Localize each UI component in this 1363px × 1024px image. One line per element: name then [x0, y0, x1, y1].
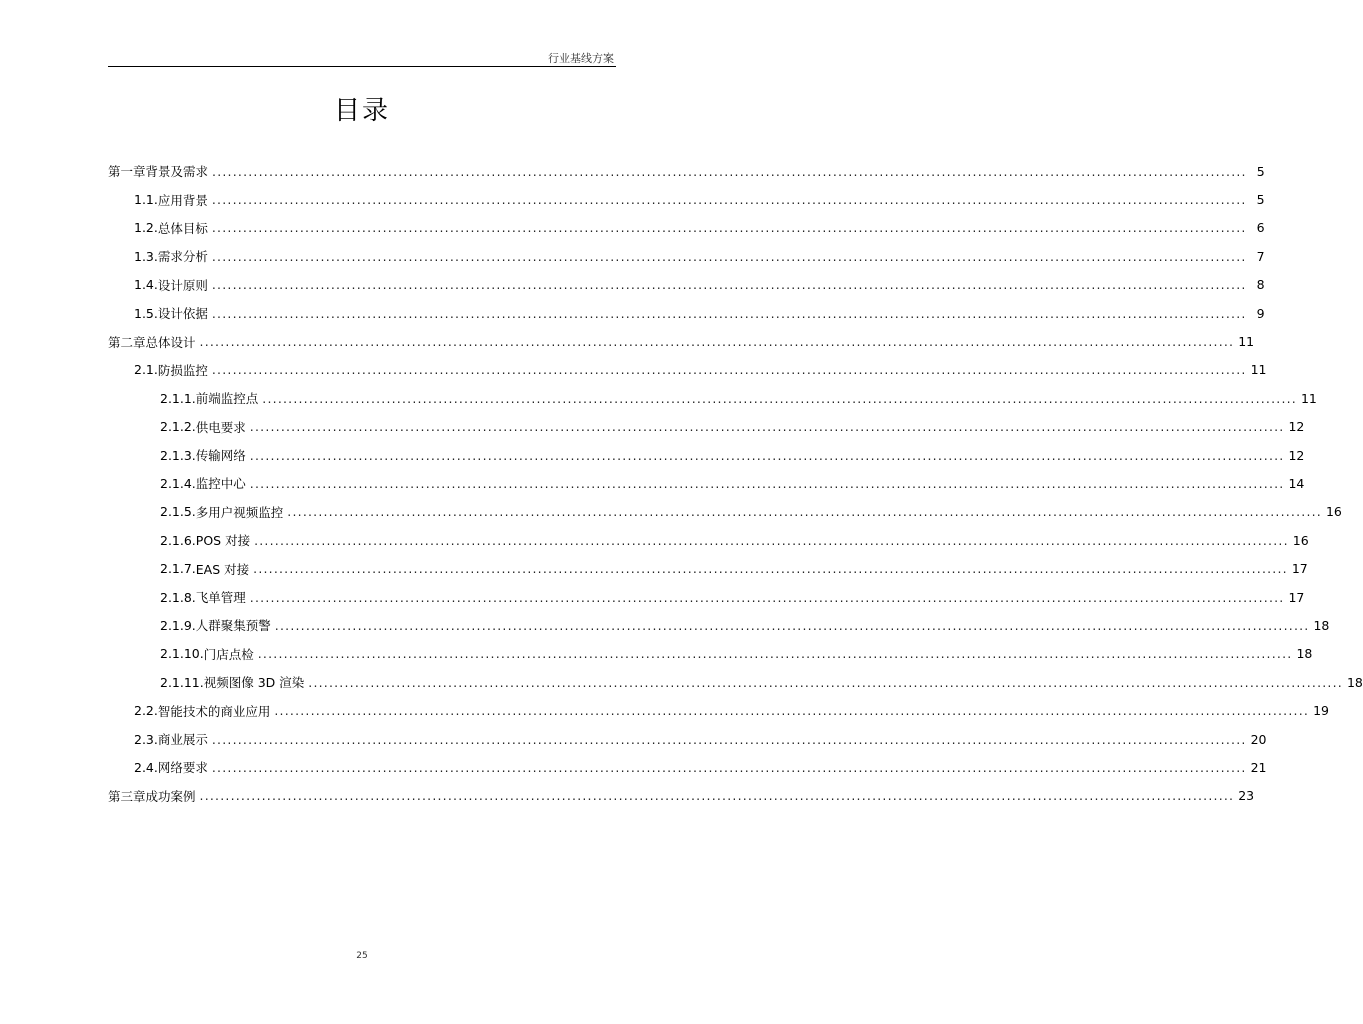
toc-page: 11 [1300, 390, 1317, 406]
toc-number: 2.3. [134, 731, 158, 747]
toc-number: 2.2. [134, 703, 158, 719]
toc-label: 防损监控 [157, 362, 208, 378]
toc-label: 飞单管理 [195, 590, 246, 606]
page-header [108, 44, 616, 67]
toc-number: 2.1.2. [160, 419, 196, 435]
toc-entry[interactable] [108, 640, 1313, 668]
toc-entry[interactable] [108, 526, 1309, 554]
toc-entry[interactable] [108, 668, 1363, 696]
toc-entry[interactable] [108, 214, 1265, 242]
toc-leader: ........................................................................................................................................................................................................ [212, 163, 1247, 179]
toc-label: 门店点检 [203, 646, 254, 662]
toc-number: 2.4. [134, 759, 158, 775]
toc-leader: ........................................................................................................................................................................................................ [257, 646, 1293, 662]
table-of-contents [108, 157, 1363, 810]
toc-leader: ........................................................................................................................................................................................................ [211, 248, 1247, 264]
toc-label: 监控中心 [195, 476, 246, 492]
toc-number: 2.1.4. [160, 475, 196, 491]
toc-number: 2.1.6. [160, 532, 196, 548]
toc-entry[interactable] [108, 413, 1305, 441]
toc-page: 16 [1325, 504, 1342, 520]
toc-leader: ........................................................................................................................................................................................................ [274, 703, 1310, 719]
toc-entry[interactable] [108, 611, 1330, 639]
toc-leader: ........................................................................................................................................................................................................ [262, 390, 1297, 406]
toc-entry[interactable] [108, 299, 1265, 327]
toc-page: 12 [1288, 447, 1305, 463]
toc-label: EAS 对接 [195, 561, 250, 577]
toc-page: 11 [1250, 362, 1267, 378]
toc-entry[interactable] [108, 469, 1305, 497]
toc-number: 1.2. [134, 220, 158, 236]
toc-leader: ........................................................................................................................................................................................................ [211, 277, 1247, 293]
toc-leader: ........................................................................................................................................................................................................ [253, 561, 1288, 577]
toc-number: 2.1.9. [160, 617, 196, 633]
toc-entry[interactable] [108, 185, 1265, 213]
toc-page: 19 [1313, 703, 1329, 719]
toc-entry[interactable] [108, 583, 1305, 611]
toc-label: 多用户视频监控 [195, 504, 284, 520]
toc-label: POS 对接 [195, 533, 251, 549]
toc-entry[interactable] [108, 782, 1255, 810]
toc-leader: ........................................................................................................................................................................................................ [211, 362, 1247, 378]
toc-label: 传输网络 [195, 448, 246, 464]
toc-leader: ........................................................................................................................................................................................................ [287, 504, 1322, 520]
toc-label: 前端监控点 [195, 391, 259, 407]
toc-label: 智能技术的商业应用 [157, 703, 271, 719]
toc-page: 11 [1238, 334, 1255, 350]
toc-leader: ........................................................................................................................................................................................................ [254, 532, 1289, 548]
toc-number: 第一章 [108, 164, 146, 180]
toc-entry[interactable] [108, 441, 1305, 469]
toc-page: 23 [1238, 788, 1255, 804]
toc-leader: ........................................................................................................................................................................................................ [211, 192, 1247, 208]
toc-page: 20 [1250, 731, 1267, 747]
toc-entry[interactable] [108, 242, 1265, 270]
toc-page: 5 [1256, 163, 1265, 179]
toc-label: 背景及需求 [145, 164, 209, 180]
toc-number: 2.1.11. [160, 674, 204, 690]
toc-number: 2.1.5. [160, 504, 196, 520]
toc-page: 18 [1296, 646, 1313, 662]
toc-number: 第三章 [108, 788, 146, 804]
toc-page: 21 [1250, 759, 1267, 775]
toc-label: 设计依据 [157, 306, 208, 322]
toc-leader: ........................................................................................................................................................................................................ [199, 334, 1235, 350]
toc-leader: ........................................................................................................................................................................................................ [211, 305, 1247, 321]
toc-number: 2.1.3. [160, 447, 196, 463]
toc-leader: ........................................................................................................................................................................................................ [308, 674, 1343, 690]
toc-page: 17 [1291, 561, 1308, 577]
toc-leader: ........................................................................................................................................................................................................ [211, 731, 1247, 747]
toc-label: 人群聚集预警 [195, 618, 271, 634]
toc-number: 2.1.1. [160, 390, 196, 406]
toc-entry[interactable] [108, 157, 1265, 185]
toc-page: 16 [1292, 532, 1309, 548]
header-title: 行业基线方案 [548, 52, 614, 65]
toc-page: 5 [1256, 192, 1265, 208]
toc-number: 2.1.8. [160, 589, 196, 605]
toc-entry[interactable] [108, 725, 1267, 753]
toc-label: 供电要求 [195, 419, 246, 435]
toc-label: 设计原则 [157, 277, 208, 293]
toc-entry[interactable] [108, 271, 1265, 299]
toc-label: 总体目标 [157, 220, 208, 236]
toc-entry[interactable] [108, 554, 1308, 582]
toc-number: 第二章 [108, 334, 146, 350]
toc-leader: ........................................................................................................................................................................................................ [199, 788, 1235, 804]
toc-number: 2.1. [134, 362, 158, 378]
toc-label: 成功案例 [145, 788, 196, 804]
toc-leader: ........................................................................................................................................................................................................ [249, 475, 1285, 491]
toc-label: 商业展示 [157, 732, 208, 747]
toc-number: 1.4. [134, 277, 158, 293]
toc-entry[interactable] [108, 753, 1267, 781]
toc-page: 14 [1288, 475, 1305, 491]
toc-number: 1.1. [134, 192, 158, 208]
toc-entry[interactable] [108, 498, 1342, 526]
toc-page: 9 [1256, 305, 1265, 321]
toc-page: 18 [1313, 617, 1330, 633]
page-number: 25 [356, 951, 368, 961]
toc-number: 1.5. [134, 305, 158, 321]
toc-label: 总体设计 [145, 334, 196, 350]
toc-page: 6 [1256, 220, 1265, 236]
toc-page: 18 [1346, 674, 1363, 690]
toc-leader: ........................................................................................................................................................................................................ [249, 589, 1285, 605]
toc-page: 12 [1288, 419, 1305, 435]
toc-leader: ........................................................................................................................................................................................................ [249, 447, 1285, 463]
toc-number: 1.3. [134, 248, 158, 264]
toc-entry[interactable] [108, 384, 1317, 412]
toc-entry[interactable] [108, 327, 1255, 355]
page-title: 目录 [333, 96, 390, 126]
toc-entry[interactable] [108, 696, 1329, 724]
toc-number: 2.1.10. [160, 646, 204, 662]
toc-number: 2.1.7. [160, 561, 196, 577]
toc-entry[interactable] [108, 356, 1267, 384]
toc-label: 视频图像 3D 渲染 [203, 675, 305, 691]
toc-leader: ........................................................................................................................................................................................................ [274, 617, 1310, 633]
toc-page: 8 [1256, 277, 1265, 293]
toc-leader: ........................................................................................................................................................................................................ [249, 419, 1285, 435]
toc-label: 需求分析 [157, 249, 208, 265]
toc-page: 17 [1288, 589, 1305, 605]
toc-page: 7 [1256, 248, 1265, 264]
toc-label: 应用背景 [157, 192, 208, 208]
toc-leader: ........................................................................................................................................................................................................ [211, 220, 1247, 236]
toc-leader: ........................................................................................................................................................................................................ [211, 759, 1247, 775]
toc-label: 网络要求 [157, 760, 208, 776]
